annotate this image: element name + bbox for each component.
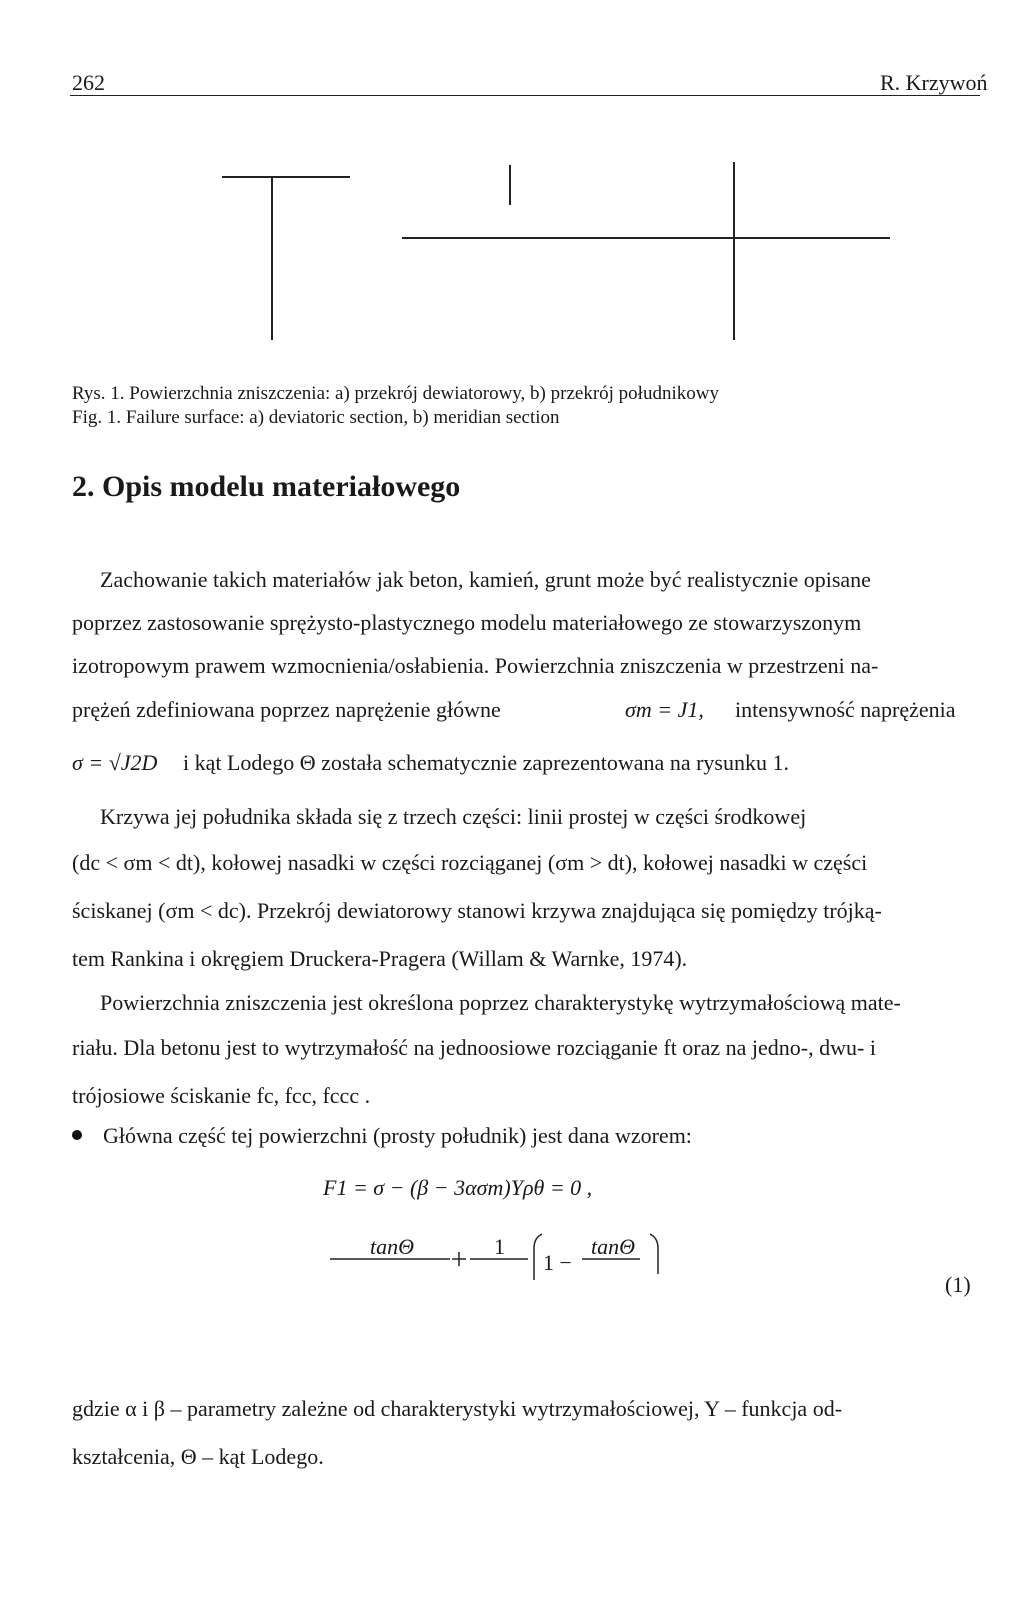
bullet-dot [72, 1130, 82, 1140]
equation-2-numerator-3: tanΘ [591, 1234, 635, 1259]
paragraph-1-line-1: Zachowanie takich materiałów jak beton, kamień, grunt może być realistycznie opisane [100, 567, 871, 592]
paragraph-1-line-2: poprzez zastosowanie sprężysto-plastycznego modelu materiałowego ze stowarzyszonym [72, 610, 862, 635]
principal-stress-formula: σm = J1, [625, 697, 704, 722]
paragraph-3-line-2: riału. Dla betonu jest to wytrzymałość na jednoosiowe rozciąganie ft oraz na jedno-, dwu- i [72, 1035, 876, 1060]
equation-2-middle-term: 1 − [543, 1250, 572, 1275]
paragraph-3-line-1: Powierzchnia zniszczenia jest określona poprzez charakterystykę wytrzymałościową mate- [100, 990, 901, 1015]
paragraph-2-line-2: (dc < σm < dt), kołowej nasadki w części rozciąganej (σm > dt), kołowej nasadki w części [72, 850, 868, 875]
page-number: 262 [72, 70, 105, 95]
stress-intensity-formula: σ = √J2D [72, 750, 158, 775]
figure-caption-pl: Rys. 1. Powierzchnia zniszczenia: a) przekrój dewiatorowy, b) przekrój południkowy [72, 383, 719, 404]
equation-f1: F1 = σ − (β − 3ασm)Yρθ = 0 , [323, 1175, 593, 1200]
paragraph-2-line-3: ściskanej (σm < dc). Przekrój dewiatorowy stanowi krzywa znajdująca się pomiędzy trójką- [72, 898, 882, 923]
section-heading: 2. Opis modelu materiałowego [72, 470, 461, 503]
running-head-author: R. Krzywoń [880, 70, 988, 95]
paragraph-2-line-4: tem Rankina i okręgiem Druckera-Pragera (Willam & Warnke, 1974). [72, 946, 688, 971]
paragraph-1-line-4-text: prężeń zdefiniowana poprzez naprężenie główne [72, 697, 501, 722]
figure-caption-en: Fig. 1. Failure surface: a) deviatoric section, b) meridian section [72, 407, 560, 428]
bullet-text: Główna część tej powierzchni (prosty południk) jest dana wzorem: [103, 1123, 692, 1148]
failure-surface-figure [0, 0, 1024, 360]
paragraph-3-line-3: trójosiowe ściskanie fc, fcc, fccc . [72, 1083, 371, 1108]
paragraph-4-line-2: kształcenia, Θ – kąt Lodego. [72, 1444, 324, 1469]
paragraph-4-line-1: gdzie α i β – parametry zależne od charakterystyki wytrzymałościowej, Y – funkcja od- [72, 1396, 843, 1421]
equation-2-structure [320, 1230, 670, 1290]
equation-2-numerator-2: 1 [494, 1234, 505, 1259]
equation-number: (1) [945, 1272, 971, 1297]
paragraph-1-line-5: i kąt Lodego Θ została schematycznie zaprezentowana na rysunku 1. [183, 750, 789, 775]
paragraph-1-line-3: izotropowym prawem wzmocnienia/osłabienia. Powierzchnia zniszczenia w przestrzeni na- [72, 653, 879, 678]
paragraph-2-line-1: Krzywa jej południka składa się z trzech części: linii prostej w części środkowej [100, 804, 807, 829]
paragraph-1-line-4-tail: intensywność naprężenia [735, 697, 956, 722]
equation-2-numerator-1: tanΘ [370, 1234, 414, 1259]
